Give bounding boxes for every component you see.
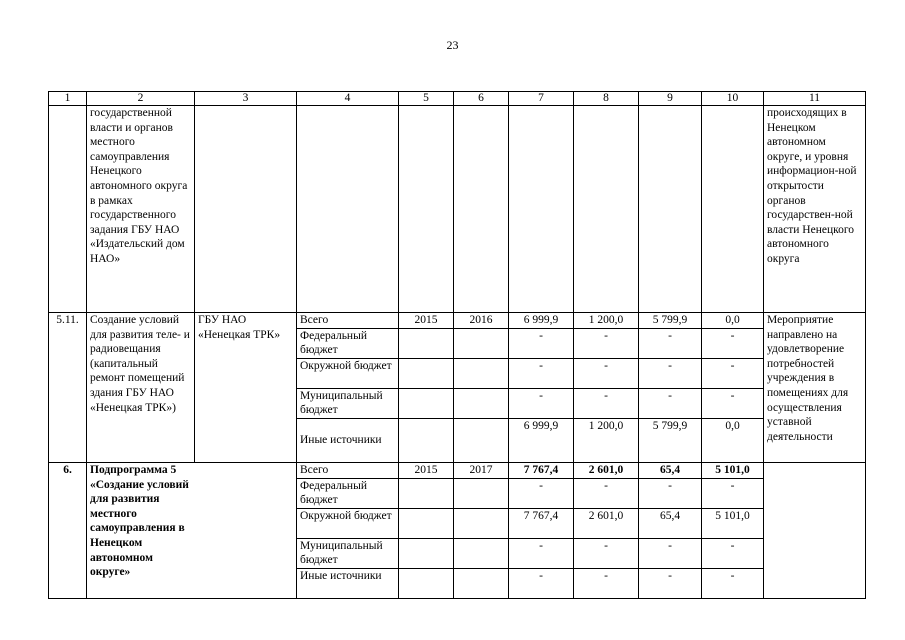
total-value: 7 767,4 (509, 462, 574, 478)
year1-value: - (574, 538, 639, 568)
year3-value: 5 101,0 (702, 508, 764, 538)
end-year (454, 418, 509, 462)
start-year (399, 418, 454, 462)
year2-value: - (639, 328, 702, 358)
table-row (49, 462, 866, 478)
total-value: - (509, 478, 574, 508)
item-code: 6. (49, 462, 87, 598)
end-year (454, 358, 509, 388)
start-year (399, 568, 454, 598)
end-year (454, 568, 509, 598)
year3-value: 0,0 (702, 418, 764, 462)
column-number: 4 (297, 92, 399, 106)
page-number: 23 (446, 38, 459, 52)
measure-note: Мероприятие направлено на удовлетворение потребностей учреждения в помещениях для осуществления уставной деятельности (764, 313, 866, 463)
funding-source: Федеральный бюджет (297, 328, 399, 358)
column-number: 3 (195, 92, 297, 106)
start-year (399, 478, 454, 508)
total-value: - (509, 568, 574, 598)
total-value: - (509, 388, 574, 418)
total-value: - (509, 538, 574, 568)
year2-value: - (639, 478, 702, 508)
year1-value: - (574, 328, 639, 358)
year3-value: - (702, 328, 764, 358)
year1-value: - (574, 358, 639, 388)
year3-value: - (702, 478, 764, 508)
start-year (399, 358, 454, 388)
year2-value: - (639, 538, 702, 568)
year2-value: - (639, 568, 702, 598)
start-year (399, 508, 454, 538)
total-value: 6 999,9 (509, 313, 574, 329)
year1-value: 1 200,0 (574, 418, 639, 462)
year3-value: 0,0 (702, 313, 764, 329)
end-year (454, 538, 509, 568)
year1-value: - (574, 388, 639, 418)
year2-value: 65,4 (639, 508, 702, 538)
column-number: 10 (702, 92, 764, 106)
start-year (399, 328, 454, 358)
total-value: 6 999,9 (509, 418, 574, 462)
year1-value: - (574, 568, 639, 598)
year1-value: 2 601,0 (574, 462, 639, 478)
column-number: 6 (454, 92, 509, 106)
year1-value: - (574, 478, 639, 508)
end-year: 2016 (454, 313, 509, 329)
funding-source: Федеральный бюджет (297, 478, 399, 508)
start-year (399, 388, 454, 418)
year3-value: - (702, 358, 764, 388)
column-number: 11 (764, 92, 866, 106)
start-year: 2015 (399, 462, 454, 478)
year2-value: - (639, 388, 702, 418)
total-value: - (509, 358, 574, 388)
item-code: 5.11. (49, 313, 87, 463)
funding-source: Всего (297, 313, 399, 329)
year2-value: 5 799,9 (639, 418, 702, 462)
funding-source: Иные источники (297, 418, 399, 462)
measure-note: происходящих в Ненецком автономном округе, и уровня информацион-ной открытости органов государствен-ной власти Ненецкого автономного округа (764, 106, 866, 313)
measure-name: Создание условий для развития теле- и радиовещания (капитальный ремонт помещений здания ГБУ НАО «Ненецкая ТРК») (87, 313, 195, 463)
total-value: - (509, 328, 574, 358)
start-year: 2015 (399, 313, 454, 329)
executor: ГБУ НАО «Ненецкая ТРК» (195, 313, 297, 463)
year3-value: - (702, 568, 764, 598)
year3-value: - (702, 388, 764, 418)
funding-source: Окружной бюджет (297, 508, 399, 538)
table-row (49, 106, 866, 313)
funding-source: Иные источники (297, 568, 399, 598)
end-year (454, 328, 509, 358)
end-year (454, 478, 509, 508)
column-number-row (49, 92, 866, 106)
table-row (49, 313, 866, 329)
year1-value: 2 601,0 (574, 508, 639, 538)
year2-value: 65,4 (639, 462, 702, 478)
column-number: 8 (574, 92, 639, 106)
subprogram-name: Подпрограмма 5 «Создание условий для развития местного самоуправления в Ненецком автономном округе» (87, 462, 297, 598)
measure-name: государственной власти и органов местного самоуправления Ненецкого автономного округа в рамках государственного задания ГБУ НАО «Издательский дом НАО» (87, 106, 195, 313)
funding-source: Муниципальный бюджет (297, 388, 399, 418)
year3-value: - (702, 538, 764, 568)
column-number: 2 (87, 92, 195, 106)
funding-source: Муниципальный бюджет (297, 538, 399, 568)
column-number: 5 (399, 92, 454, 106)
total-value: 7 767,4 (509, 508, 574, 538)
program-table (48, 91, 866, 599)
column-number: 7 (509, 92, 574, 106)
column-number: 9 (639, 92, 702, 106)
year3-value: 5 101,0 (702, 462, 764, 478)
funding-source: Всего (297, 462, 399, 478)
funding-source: Окружной бюджет (297, 358, 399, 388)
end-year: 2017 (454, 462, 509, 478)
end-year (454, 388, 509, 418)
year2-value: 5 799,9 (639, 313, 702, 329)
end-year (454, 508, 509, 538)
column-number: 1 (49, 92, 87, 106)
start-year (399, 538, 454, 568)
year2-value: - (639, 358, 702, 388)
year1-value: 1 200,0 (574, 313, 639, 329)
